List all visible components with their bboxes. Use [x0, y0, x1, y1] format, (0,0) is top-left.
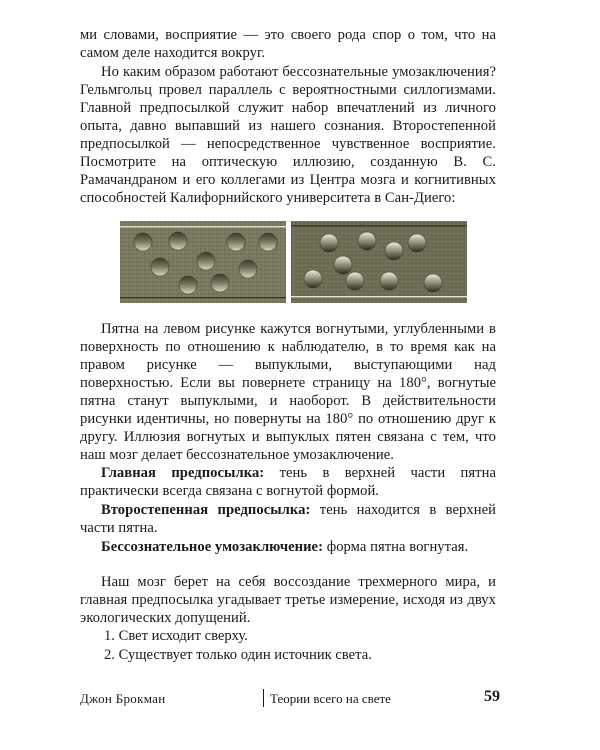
list-item: 2. Существует только один источник света. [104, 647, 372, 663]
conclusion-text: форма пятна вогнутая. [323, 539, 469, 555]
page-number: 59 [484, 688, 500, 705]
premise-minor-text: тень находится в верхней части пятна. [80, 502, 496, 536]
paragraph-helmholtz: Но каким образом работают бессознательные умозаключения? Гельмгольц провел параллель с вероятностными силлогизмами. Главной предпосылкой служит набор впечатлений из личного опыта, давно выпавший из нашего сознания. Второстепенной предпосылкой — непосредственное чувственное восприятие. Посмотрите на оптическую иллюзию, созданную В. С. Рамачандраном и его коллегами из Центра мозга и когнитивных способностей Калифорнийского университета в Сан-Диего: [80, 64, 496, 206]
unconscious-conclusion [80, 538, 496, 556]
list-item: 1. Свет исходит сверху. [104, 628, 248, 644]
conclusion-label: Бессознательное умозаключение: [101, 539, 323, 555]
paragraph-brain-3d: Наш мозг берет на себя воссоздание трехмерного мира, и главная предпосылка угадывает третье измерение, исходя из двух экологических допущений. [80, 574, 496, 626]
footer-divider [263, 689, 264, 707]
page-footer [80, 688, 500, 710]
concave-spots-panel [120, 221, 286, 303]
paragraph-continuation: ми словами, восприятие — это своего рода спор о том, что на самом деле находится вокруг. [80, 27, 496, 61]
paragraph-illusion-explanation: Пятна на левом рисунке кажутся вогнутыми, углубленными в поверхность по отношению к наблюдателю, в то время как на правом рисунке — выпуклыми, выступающими над поверхностью. Если вы повернете страницу на 180°, вогнутые пятна станут выпуклыми, и наоборот. В действительности рисунки идентичны, но повернуты на 180° по отношению друг к другу. Иллюзия вогнутых и выпуклых пятен связана с тем, что наш мозг делает бессознательное умозаключение. [80, 321, 496, 463]
premise-minor [80, 501, 496, 537]
illusion-figure [120, 221, 466, 303]
premise-major [80, 464, 496, 500]
premise-major-label: Главная предпосылка: [101, 465, 265, 481]
convex-spots-panel [291, 221, 467, 303]
assumptions-list [104, 627, 504, 665]
footer-author: Джон Брокман [80, 691, 166, 706]
premise-major-text: тень в верхней части пятна практически всегда связана с вогнутой формой. [80, 465, 496, 499]
footer-book-title: Теории всего на свете [270, 691, 391, 706]
premise-minor-label: Второстепенная предпосылка: [101, 502, 311, 518]
